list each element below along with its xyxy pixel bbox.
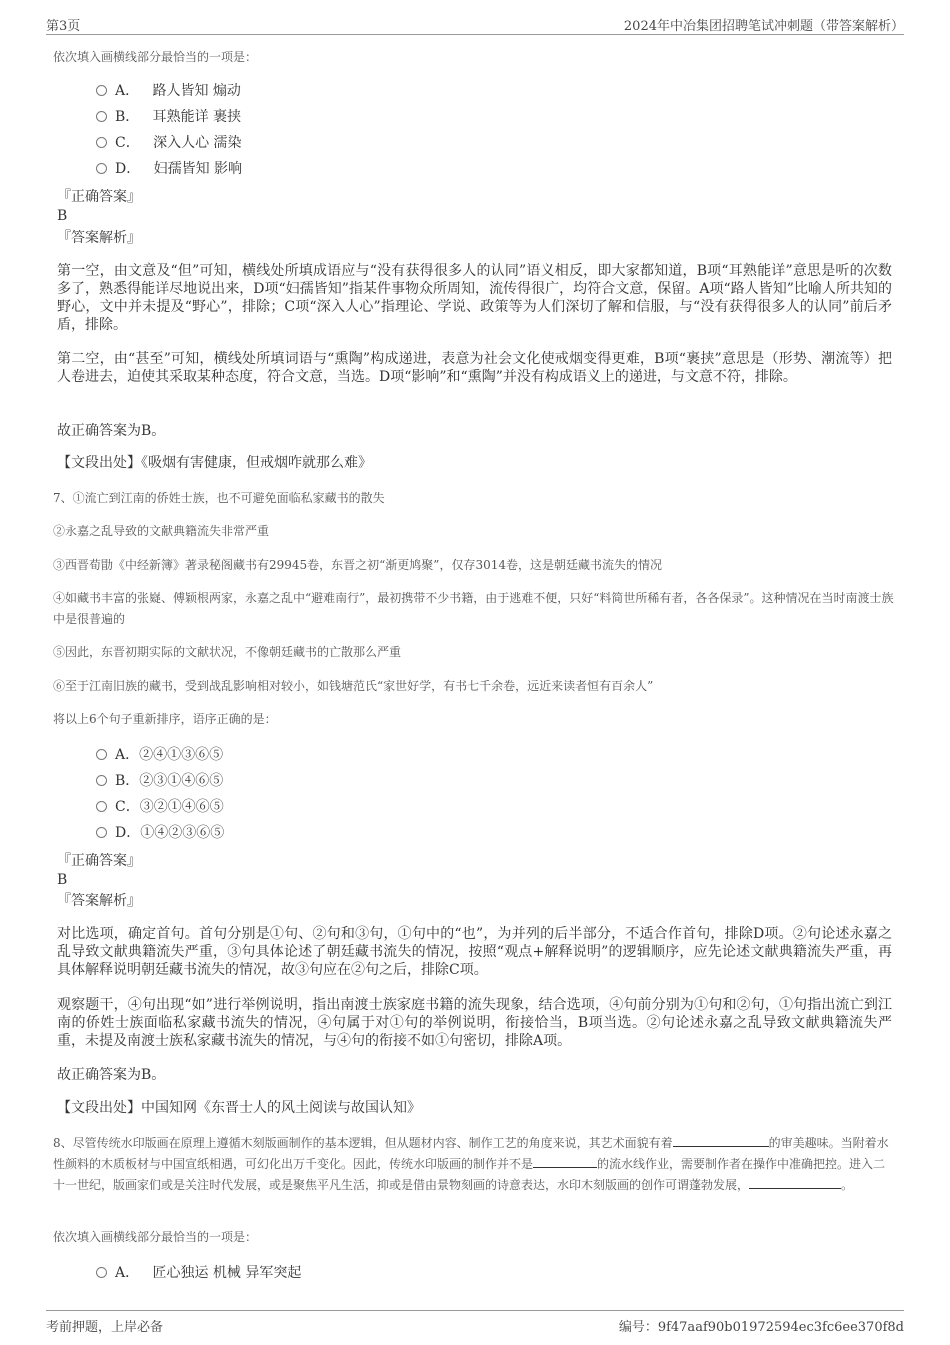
q6-answer-label: 『正确答案』 xyxy=(57,189,141,205)
q7-answer-label: 『正确答案』 xyxy=(57,853,141,869)
page-header xyxy=(46,12,904,35)
radio-icon[interactable] xyxy=(96,85,107,96)
q7-option-a[interactable]: A．②④①③⑥⑤ xyxy=(96,745,223,765)
q6-prompt: 依次填入画横线部分最恰当的一项是： xyxy=(53,50,258,64)
q8-prompt: 依次填入画横线部分最恰当的一项是： xyxy=(53,1230,258,1244)
document-code: 编号：9f47aaf90b01972594ec3fc6ee370f8d xyxy=(618,1320,904,1335)
document-title: 2024年中冶集团招聘笔试冲刺题（带答案解析） xyxy=(623,19,904,34)
radio-icon[interactable] xyxy=(96,163,107,174)
footer-slogan: 考前押题，上岸必备 xyxy=(46,1320,164,1335)
q7-source: 【文段出处】中国知网《东晋士人的风土阅读与故国认知》 xyxy=(57,1100,421,1116)
q6-option-b[interactable]: B． 耳熟能详 裹挟 xyxy=(96,107,241,127)
fill-blank-2 xyxy=(533,1155,597,1168)
q6-option-c[interactable]: C． 深入人心 濡染 xyxy=(96,133,242,153)
q7-answer: B xyxy=(57,872,68,888)
page-footer xyxy=(46,1310,904,1335)
q6-conclusion: 故正确答案为B。 xyxy=(57,423,166,439)
q7-prompt: 将以上6个句子重新排序，语序正确的是： xyxy=(53,712,277,726)
q7-option-d[interactable]: D．①④②③⑥⑤ xyxy=(96,823,224,843)
fill-blank-3 xyxy=(749,1176,841,1189)
radio-icon[interactable] xyxy=(96,801,107,812)
q6-option-a[interactable]: A． 路人皆知 煽动 xyxy=(96,81,241,101)
q6-source: 【文段出处】《吸烟有害健康，但戒烟咋就那么难》 xyxy=(57,455,372,471)
radio-icon[interactable] xyxy=(96,775,107,786)
q7-sentence-4: ④如藏书丰富的张嶷、傅颖根两家，永嘉之乱中“避难南行”，最初携带不少书籍，由于逃难不便，只好“料简世所稀有者，各各保录”。这种情况在当时南渡士族中是很普遍的 xyxy=(53,591,894,626)
q7-analysis-2: 观察题干，④句出现“如”进行举例说明，指出南渡士族家庭书籍的流失现象，结合选项，④句前分别为①句和②句，①句指出流亡到江南的侨姓士族面临私家藏书流失的情况，④句属于对①句的举例说明，衔接恰当，B项当选。②句论述永嘉之乱导致文献典籍流失严重，未提及南渡士族私家藏书流失的情况，与④句的衔接不如①句密切，排除A项。 xyxy=(57,997,892,1049)
q7-conclusion: 故正确答案为B。 xyxy=(57,1067,166,1083)
radio-icon[interactable] xyxy=(96,827,107,838)
radio-icon[interactable] xyxy=(96,137,107,148)
q8-stem: 8、尽管传统水印版画在原理上遵循木刻版画制作的基本逻辑，但从题材内容、制作工艺的角度来说，其艺术面貌有着 的审美趣味。当附着水性颜料的木质板材与中国宣纸相遇，可幻化出万千变化。因此，传统水印版画的制作并不是 的流水线作业，需要制作者在操作中准确把控。进入二十一世纪，版画家们或是关注时代发展，或是聚焦平凡生活，抑或是借由景物刻画的诗意表达，水印木刻版画的创作可谓蓬勃发展， 。 xyxy=(53,1136,889,1192)
q6-analysis-label: 『答案解析』 xyxy=(57,230,141,246)
q6-option-d[interactable]: D． 妇孺皆知 影响 xyxy=(96,159,242,179)
q7-analysis-1: 对比选项，确定首句。首句分别是①句、②句和③句，①句中的“也”，为并列的后半部分，不适合作首句，排除D项。②句论述永嘉之乱导致文献典籍流失严重，③句具体论述了朝廷藏书流失的情况，按照“观点+解释说明”的逻辑顺序，应先论述文献典籍流失严重，再具体解释说明朝廷藏书流失的情况，故③句应在②句之后，排除C项。 xyxy=(57,926,892,978)
q7-option-c[interactable]: C．③②①④⑥⑤ xyxy=(96,797,224,817)
q7-sentence-2: ②永嘉之乱导致的文献典籍流失非常严重 xyxy=(53,524,270,538)
q7-analysis-label: 『答案解析』 xyxy=(57,893,141,909)
q6-answer: B xyxy=(57,208,68,224)
page-number: 第3页 xyxy=(46,19,81,34)
radio-icon[interactable] xyxy=(96,111,107,122)
radio-icon[interactable] xyxy=(96,1267,107,1278)
q8-option-a[interactable]: A． 匠心独运 机械 异军突起 xyxy=(96,1263,301,1283)
q6-analysis-2: 第二空，由“甚至”可知，横线处所填词语与“熏陶”构成递进，表意为社会文化使戒烟变得更难，B项“裹挟”意思是（形势、潮流等）把人卷进去，迫使其采取某种态度，符合文意，当选。D项“影响”和“熏陶”并没有构成语义上的递进，与文意不符，排除。 xyxy=(57,351,892,385)
q7-sentence-1: 7、①流亡到江南的侨姓士族，也不可避免面临私家藏书的散失 xyxy=(53,491,385,505)
q6-analysis-1: 第一空，由文意及“但”可知，横线处所填成语应与“没有获得很多人的认同”语义相反，即大家都知道，B项“耳熟能详”意思是听的次数多了，熟悉得能详尽地说出来，D项“妇孺皆知”指某件事物众所周知，流传得很广，均符合文意，保留。A项“路人皆知”比喻人所共知的野心，文中并未提及“野心”，排除；C项“深入人心”指理论、学说、政策等为人们深切了解和信服，与“没有获得很多人的认同”前后矛盾，排除。 xyxy=(57,263,892,333)
fill-blank-1 xyxy=(673,1134,769,1147)
q7-sentence-6: ⑥至于江南旧族的藏书，受到战乱影响相对较小，如钱塘范氏“家世好学，有书七千余卷，远近来读者恒有百余人” xyxy=(53,679,654,693)
q7-sentence-3: ③西晋荀勖《中经新簿》著录秘阁藏书有29945卷，东晋之初“渐更鸠聚”，仅存3014卷，这是朝廷藏书流失的情况 xyxy=(53,558,662,572)
radio-icon[interactable] xyxy=(96,749,107,760)
q7-sentence-5: ⑤因此，东晋初期实际的文献状况，不像朝廷藏书的亡散那么严重 xyxy=(53,645,402,659)
q7-option-b[interactable]: B．②③①④⑥⑤ xyxy=(96,771,223,791)
